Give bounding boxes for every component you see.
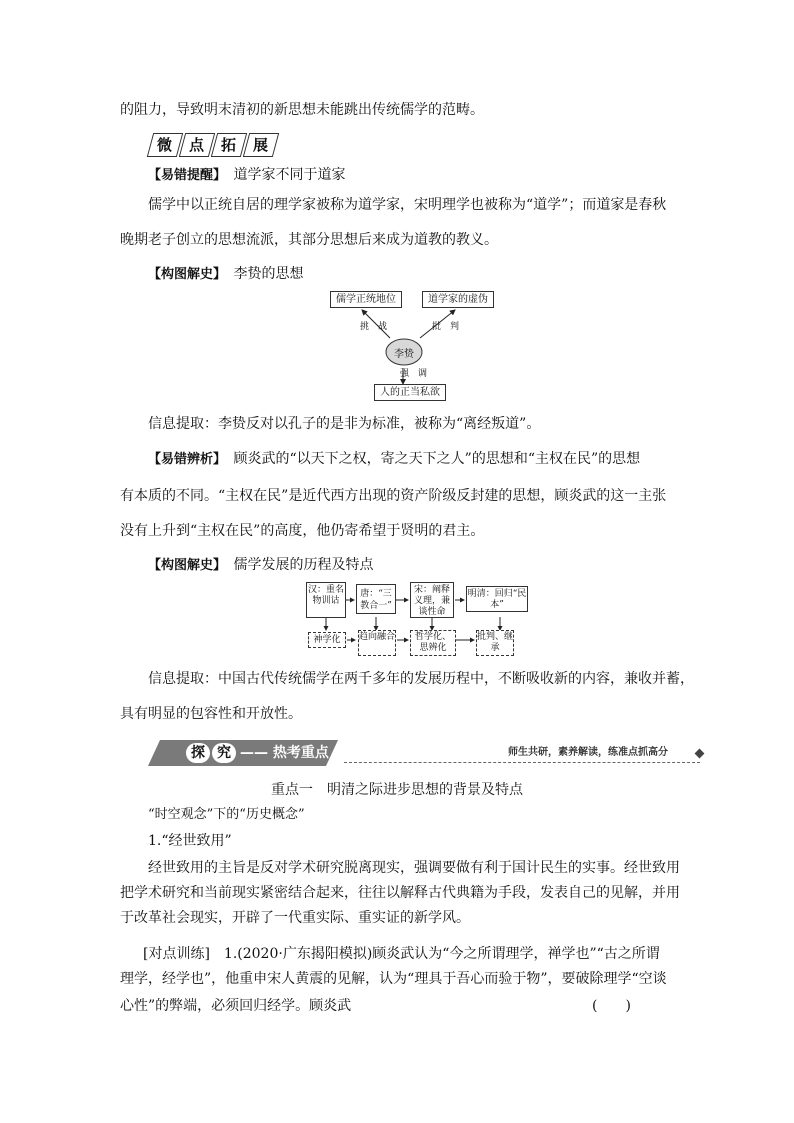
explore-section-bar	[148, 740, 708, 766]
section-chip: 探	[186, 743, 210, 763]
paragraph: 于改革社会现实，开辟了一代重实际、重实证的新学风。	[120, 910, 470, 926]
answer-blank[interactable]: ( )	[592, 998, 631, 1014]
figure-label: 【构图解史】	[148, 267, 220, 282]
paragraph: 理学，经学也”，他重申宋人黄震的见解，认为“理具于吾心而验于物”，要破除理学“空谈	[120, 971, 667, 987]
paragraph: 儒学中以正统自居的理学家被称为道学家，宋明理学也被称为“道学”；而道家是春秋	[148, 197, 667, 213]
banner-char: 展	[243, 133, 279, 157]
section-title: —— 热考重点	[240, 745, 329, 761]
figure-heading	[148, 264, 704, 285]
arrow-label-challenge: 挑 战	[360, 322, 388, 332]
stage-han: 汉：重名物训诂	[306, 582, 346, 618]
feature-philosophical: 哲学化、思辨化	[410, 630, 456, 656]
paragraph-continuation: 的阻力，导致明末清初的新思想未能跳出传统儒学的范畴。	[120, 102, 484, 118]
micro-point-banner	[150, 133, 278, 159]
figure-label: 【构图解史】	[148, 558, 220, 573]
section-right-line	[344, 762, 700, 763]
confucianism-development-diagram	[304, 580, 540, 660]
item-heading: 1.“经世致用”	[148, 833, 232, 849]
tip-text: 顾炎武的“以天下之权，寄之天下之人”的思想和“主权在民”的思想	[233, 451, 641, 467]
tip-label: 【易错提醒】	[148, 168, 220, 183]
banner-char: 点	[179, 133, 215, 157]
diagram-box-hypocrisy: 道学家的虚伪	[422, 291, 494, 308]
feature-critique: 批判、继承	[476, 630, 514, 656]
paragraph: 经世致用的主旨是反对学术研究脱离现实，强调要做有利于国计民生的实事。经世致用	[148, 860, 680, 876]
figure-title: 儒学发展的历程及特点	[233, 557, 374, 573]
arrow-label-criticize: 批 判	[432, 322, 460, 332]
paragraph: 把学术研究和当前现实紧密结合起来，往往以解释古代典籍为手段，发表自己的见解，并用	[120, 885, 680, 901]
figure-title: 李贽的思想	[233, 266, 304, 282]
figure-heading	[148, 555, 704, 576]
paragraph: 没有上升到“主权在民”的高度，他仍寄希望于贤明的君主。	[120, 523, 485, 539]
tip-title: 道学家不同于道家	[233, 167, 346, 183]
exercise-paragraph: [对点训练] 1.(2020·广东揭阳模拟)顾炎武认为“今之所谓理学，禅学也”“古之所谓	[143, 946, 660, 962]
key-point-title: 重点一 明清之际进步思想的背景及特点	[271, 782, 523, 798]
feature-fusion: 趋向融合	[358, 630, 396, 656]
tip-heading	[148, 165, 704, 186]
paragraph: 有本质的不同。“主权在民”是近代西方出现的资产阶级反封建的思想，顾炎武的这一主张	[120, 488, 667, 504]
paragraph: 晚期老子创立的思想流派，其部分思想后来成为道教的教义。	[120, 232, 498, 248]
info-extract: 信息提取：李贽反对以孔子的是非为标准，被称为“离经叛道”。	[148, 416, 541, 432]
diagram-center-lizhi: 李贽	[394, 349, 414, 360]
key-point-subtitle: “时空观念”下的“历史概念”	[148, 807, 305, 822]
tip-paragraph	[148, 449, 704, 470]
stage-tang: 唐：“三教合一”	[356, 584, 396, 614]
paragraph: 具有明显的包容性和开放性。	[120, 706, 302, 722]
diagram-box-orthodox: 儒学正统地位	[330, 291, 402, 308]
arrow-label-emphasize: 强 调	[400, 369, 428, 379]
info-extract: 信息提取：中国古代传统儒学在两千多年的发展历程中，不断吸收新的内容，兼收并蓄，	[148, 671, 694, 687]
section-chip: 究	[212, 743, 236, 763]
tip-label: 【易错辨析】	[148, 452, 220, 467]
li-zhi-diagram	[320, 288, 510, 403]
banner-char: 微	[147, 133, 183, 157]
diamond-icon	[695, 749, 705, 759]
diagram-box-desire: 人的正当私欲	[374, 384, 446, 401]
feature-theologized: 神学化	[308, 632, 346, 648]
section-right-text: 师生共研，素养解读，练准点抓高分	[508, 747, 668, 758]
stage-ming-qing: 明清：回归“民本”	[466, 586, 528, 612]
paragraph: 心性”的弊端，必须回归经学。顾炎武	[120, 998, 352, 1014]
banner-char: 拓	[211, 133, 247, 157]
stage-song: 宋：阐释义理，兼谈性命	[410, 582, 454, 618]
